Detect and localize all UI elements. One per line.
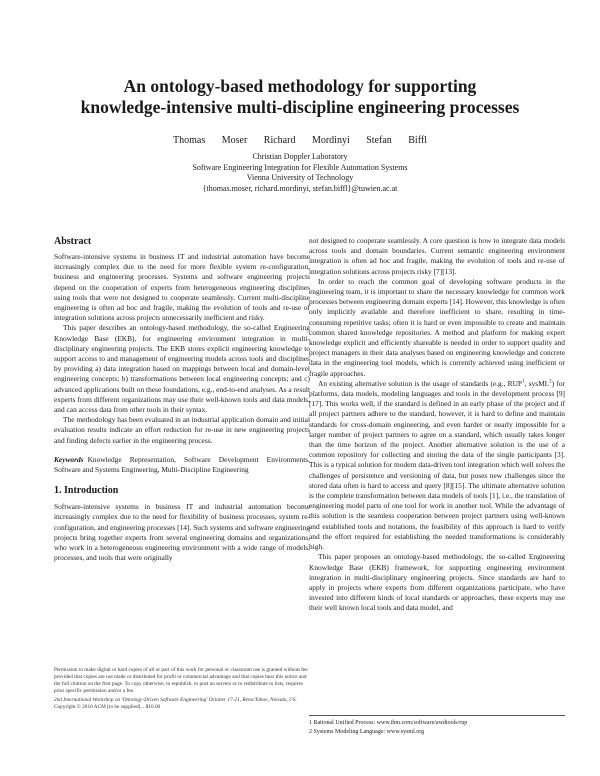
keywords-line <box>54 455 310 475</box>
footnote-marker-2: 2 <box>549 379 552 385</box>
body-paragraph-3-mid: , sysML <box>524 378 550 388</box>
affiliation-group: Software Engineering Integration for Flexible Automation Systems <box>192 162 408 172</box>
footnotes <box>309 715 565 737</box>
abstract-paragraph-3: The methodology has been evaluated in an industrial application domain and initial evaluation results indicate an effort reduction for re-use in new engineering projects and finding defects earlier in the engineering process. <box>54 415 310 445</box>
footnote-2: 2 Systems Modeling Language: www.sysml.org <box>309 729 425 735</box>
abstract-paragraph-1: Software-intensive systems in business IT and industrial automation have become increasingly complex due to the need for more flexible system re-configuration, business and engineering processes. Systems and software engineering projects depend on the cooperation of experts from heterogeneous engineering disciplines using tools that were not designed to cooperate seamlessly. Current multi-discipline engineering is often ad hoc and fragile, making the evolution of tools and re-use of integration solutions across projects unnecessarily inefficient and risky. <box>54 252 310 323</box>
title-line-2: knowledge-intensive multi-discipline engineering processes <box>80 97 520 117</box>
body-paragraph-3-start: An existing alternative solution is the usage of standards (e.g., RUP <box>318 378 523 388</box>
introduction-paragraph: Software-intensive systems in business IT and industrial automation become increasingly complex due to the need for flexibility of business processes, system re-configuration, and engineering processes [14]. Such systems and software engineering projects bring together experts from several engineering domains and organizations, who work in a heterogeneous engineering environment with a wide range of models, processes, and tools that were originally <box>54 502 310 563</box>
permission-text: Permission to make digital or hard copies of all or part of this work for personal or classroom use is granted without fee provided that copies are not made or distributed for profit or commercial advantage and that copies bear this notice and the full citation on the first page. To copy otherwise, to republish, to post on servers or to redistribute to lists, requires prior specific permission and/or a fee. <box>54 667 308 695</box>
keywords-label: Keywords <box>54 454 84 464</box>
introduction-heading: 1. Introduction <box>54 485 119 497</box>
affiliation-lab: Christian Doppler Laboratory <box>252 152 348 161</box>
author-emails: {thomas.moser, richard.mordinyi, stefan.biffl}@tuwien.ac.at <box>202 183 398 193</box>
body-paragraph-1: not designed to cooperate seamlessly. A core question is how to integrate data models across tools and domain boundaries. Current semantic engineering environment integration is often ad hoc and fragile, making the evolution of tools and re-use of integration solutions across projects risky [7][13]. <box>309 236 565 276</box>
footnote-1: 1 Rational Unified Process: www.ibm.com/software/awdtools/rup <box>309 720 468 726</box>
permission-notice <box>54 667 310 712</box>
affiliation-university: Vienna University of Technology <box>246 173 354 182</box>
workshop-note: 2nd International Workshop on 'Ontology-Driven Software Engineering' October 17-21, Reno/Tahoe, Nevada, US. <box>54 697 297 704</box>
abstract-paragraph-2: This paper describes an ontology-based methodology, the so-called Engineering Knowledge Base (EKB), for engineering environment integration in multi-disciplinary engineering projects. The EKB stores explicit engineering knowledge to support access to and management of engineering models across tools and disciplines by providing a) data integration based on mappings between local and domain-level engineering concepts; b) transformations between local engineering concepts; and c) advanced applications built on these foundations, e.g., end-to-end analyses. As a result experts from different organizations may use their well-known tools and data models, and can access data from other tools in their syntax. <box>54 323 310 415</box>
introduction-section <box>54 485 310 563</box>
right-column <box>309 236 565 614</box>
keywords-text: Knowledge Representation, Software Development Environments, Software and Systems Engineering, Multi-Discipline Engineering <box>54 454 310 475</box>
body-paragraph-2: In order to reach the common goal of developing software products in the engineering team, it is important to share the necessary knowledge for common work processes between engineering domain experts [14]. However, this knowledge is often only implicitly available and therefore inefficient to share, resulting in time-consuming repetitive tasks; often it is hard or even impossible to create and maintain common shared knowledge repositories. A method and platform for making expert knowledge explicit and efficiently shareable is needed in order to support quality and project managers in their data analyses based on engineering knowledge and concrete data in the engineering tool models, which is currently achieved using inefficient or fragile approaches. <box>309 276 565 378</box>
author-list: Thomas Moser Richard Mordinyi Stefan Biffl <box>173 135 427 146</box>
abstract-heading: Abstract <box>54 236 92 247</box>
body-paragraph-4: This paper proposes an ontology-based methodology, the so-called Engineering Knowledge Base (EKB) framework, for supporting engineering environment integration in multi-disciplinary engineering projects. Since standards are hard to apply in projects where experts from different organizations participate, who have invested into different kinds of local standards or approaches, these experts may use their well known local tools and data model, and <box>309 552 565 613</box>
title-line-1: An ontology-based methodology for supporting <box>123 76 477 96</box>
copyright-line: Copyright © 2010 ACM [to be supplied]... $10.00 <box>54 704 161 711</box>
body-paragraph-3-rest: ) for platforms, data models, modeling languages and tools in the development process [9][17]. This works well, if the standard is defined in an early phase of the project and if all project partners adhere to the standard, however, it is hard to define and maintain standards for cross-domain engineering, and even harder or nearly impossible for a larger number of project partners to agree on a standard, which usually takes longer than the time horizon of the project. Another alternative solution is the use of a common repository for collecting and storing the data of the single participants [3]. This is a typical solution for modern data-driven tool integration which well solves the challenges of persistence and versioning of data, but poses new challenges since the stored data often is hard to access and query [8][15]. The ultimate alternative solution is the complete transformation between data models of tools [1], i.e., the translation of engineering model parts of one tool for work in another tool. While the advantage of this solution is the seamless cooperation between project partners using well-known and established tools and notations, the feasibility of this approach is hard to verify and the effort required for establishing the needed transformations is considerably high. <box>309 378 565 552</box>
affiliation-block <box>40 152 560 194</box>
footnote-marker-1: 1 <box>522 379 525 385</box>
body-paragraph-3 <box>309 379 565 552</box>
paper-title <box>40 76 560 118</box>
left-column <box>54 236 310 563</box>
